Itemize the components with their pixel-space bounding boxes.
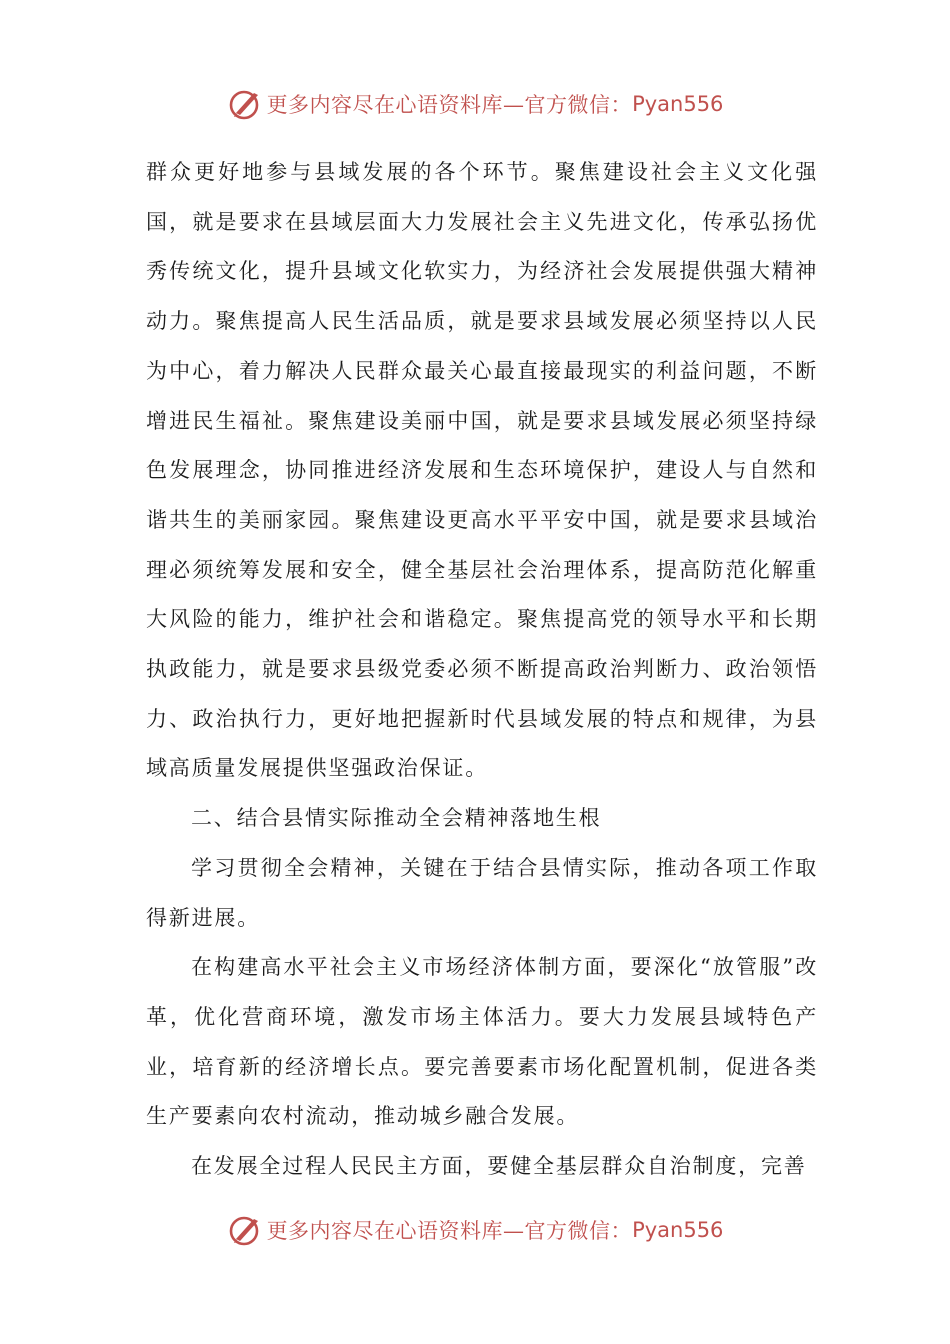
banner-wechat-id: Pyan556 <box>632 92 724 116</box>
banner-wechat-id: Pyan556 <box>632 1218 724 1242</box>
pen-logo-icon <box>227 1212 263 1248</box>
paragraph: 在发展全过程人民民主方面，要健全基层群众自治制度，完善 <box>191 1154 807 1179</box>
paragraph: 学习贯彻全会精神，关键在于结合县情实际，推动各项工作取得新进展。 <box>146 855 818 930</box>
footer-banner <box>0 1208 950 1252</box>
section-heading: 二、结合县情实际推动全会精神落地生根 <box>191 806 602 831</box>
paragraph: 群众更好地参与县域发展的各个环节。聚焦建设社会主义文化强国，就是要求在县域层面大力发展社会主义先进文化，传承弘扬优秀传统文化，提升县域文化软实力，为经济社会发展提供强大精神动力。聚焦提高人民生活品质，就是要求县域发展必须坚持以人民为中心，着力解决人民群众最关心最直接最现实的利益问题，不断增进民生福祉。聚焦建设美丽中国，就是要求县域发展必须坚持绿色发展理念，协同推进经济发展和生态环境保护，建设人与自然和谐共生的美丽家园。聚焦建设更高水平平安中国，就是要求县域治理必须统筹发展和安全，健全基层社会治理体系，提高防范化解重大风险的能力，维护社会和谐稳定。聚焦提高党的领导水平和长期执政能力，就是要求县级党委必须不断提高政治判断力、政治领悟力、政治执行力，更好地把握新时代县域发展的特点和规律，为县域高质量发展提供坚强政治保证。 <box>146 160 818 781</box>
paragraph: 在构建高水平社会主义市场经济体制方面，要深化“放管服”改革，优化营商环境，激发市场主体活力。要大力发展县域特色产业，培育新的经济增长点。要完善要素市场化配置机制，促进各类生产要素向农村流动，推动城乡融合发展。 <box>146 955 818 1129</box>
pen-logo-icon <box>227 86 263 122</box>
document-body <box>146 148 818 1192</box>
header-banner <box>0 82 950 126</box>
banner-site-text: 更多内容尽在心语资料库—官方微信： <box>266 93 633 117</box>
banner-site-text: 更多内容尽在心语资料库—官方微信： <box>266 1219 633 1243</box>
